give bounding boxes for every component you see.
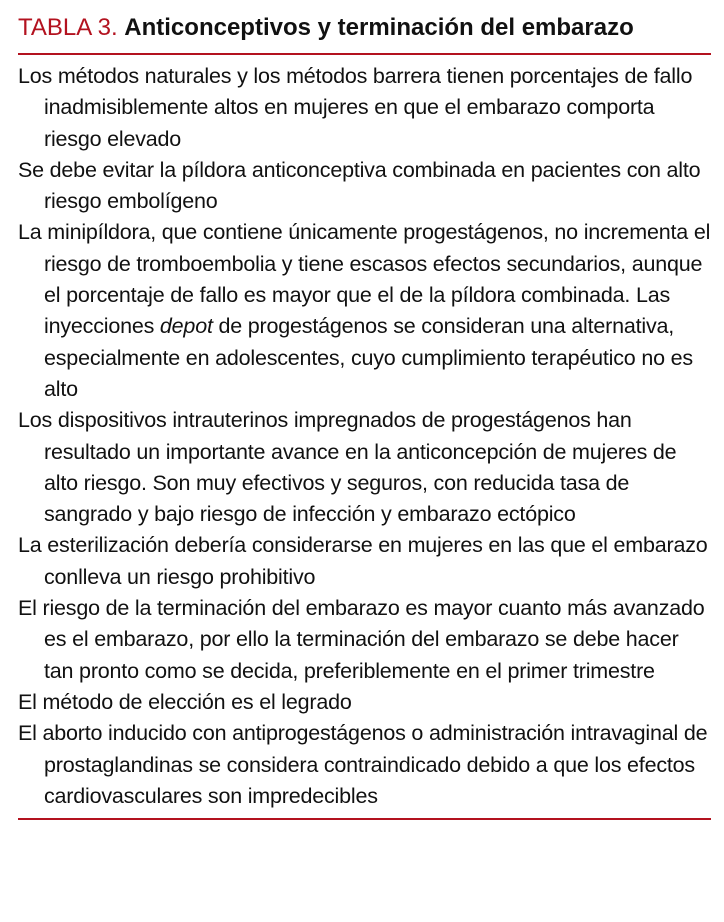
- table-row: El método de elección es el legrado: [18, 689, 352, 714]
- row-text-before: La minipíldora, que contiene únicamente progestágenos, no incrementa el riesgo de tromboembolia y tiene escasos efectos secundarios, aunque el porcentaje de fallo es mayor que el de la píldora combinada. Las inyecciones: [18, 220, 711, 339]
- table-caption: [18, 12, 711, 43]
- bottom-divider: [18, 818, 711, 820]
- table-row: Los dispositivos intrauterinos impregnados de progestágenos han resultado un importante avance en la anticoncepción de mujeres de alto riesgo. Son muy efectivos y seguros, con reducida tasa de sangrado y bajo riesgo de infección y embarazo ectópico: [18, 408, 677, 527]
- table-row: El aborto inducido con antiprogestágenos o administración intravaginal de prostaglandinas se considera contraindicado debido a que los efectos cardiovasculares son impredecibles: [18, 721, 708, 808]
- row-text-after: de progestágenos se consideran una alternativa, especialmente en adolescentes, cuyo cumplimiento terapéutico no es alto: [44, 314, 693, 401]
- table-title: Anticonceptivos y terminación del embarazo: [124, 14, 634, 41]
- row-text-italic: depot: [159, 314, 213, 339]
- table-label: TABLA 3.: [18, 14, 118, 41]
- table-row: El riesgo de la terminación del embarazo es mayor cuanto más avanzado es el embarazo, por ello la terminación del embarazo se debe hacer tan pronto como se decida, preferiblemente en el primer trimestre: [18, 596, 705, 683]
- table-row: Se debe evitar la píldora anticonceptiva combinada en pacientes con alto riesgo embolígeno: [18, 157, 701, 214]
- table-row: La esterilización debería considerarse en mujeres en las que el embarazo conlleva un riesgo prohibitivo: [18, 533, 708, 589]
- table-row: [18, 217, 711, 405]
- table-body: [18, 55, 711, 812]
- table-card: [18, 12, 711, 820]
- table-row: Los métodos naturales y los métodos barrera tienen porcentajes de fallo inadmisiblemente altos en mujeres en que el embarazo comporta riesgo elevado: [18, 64, 693, 151]
